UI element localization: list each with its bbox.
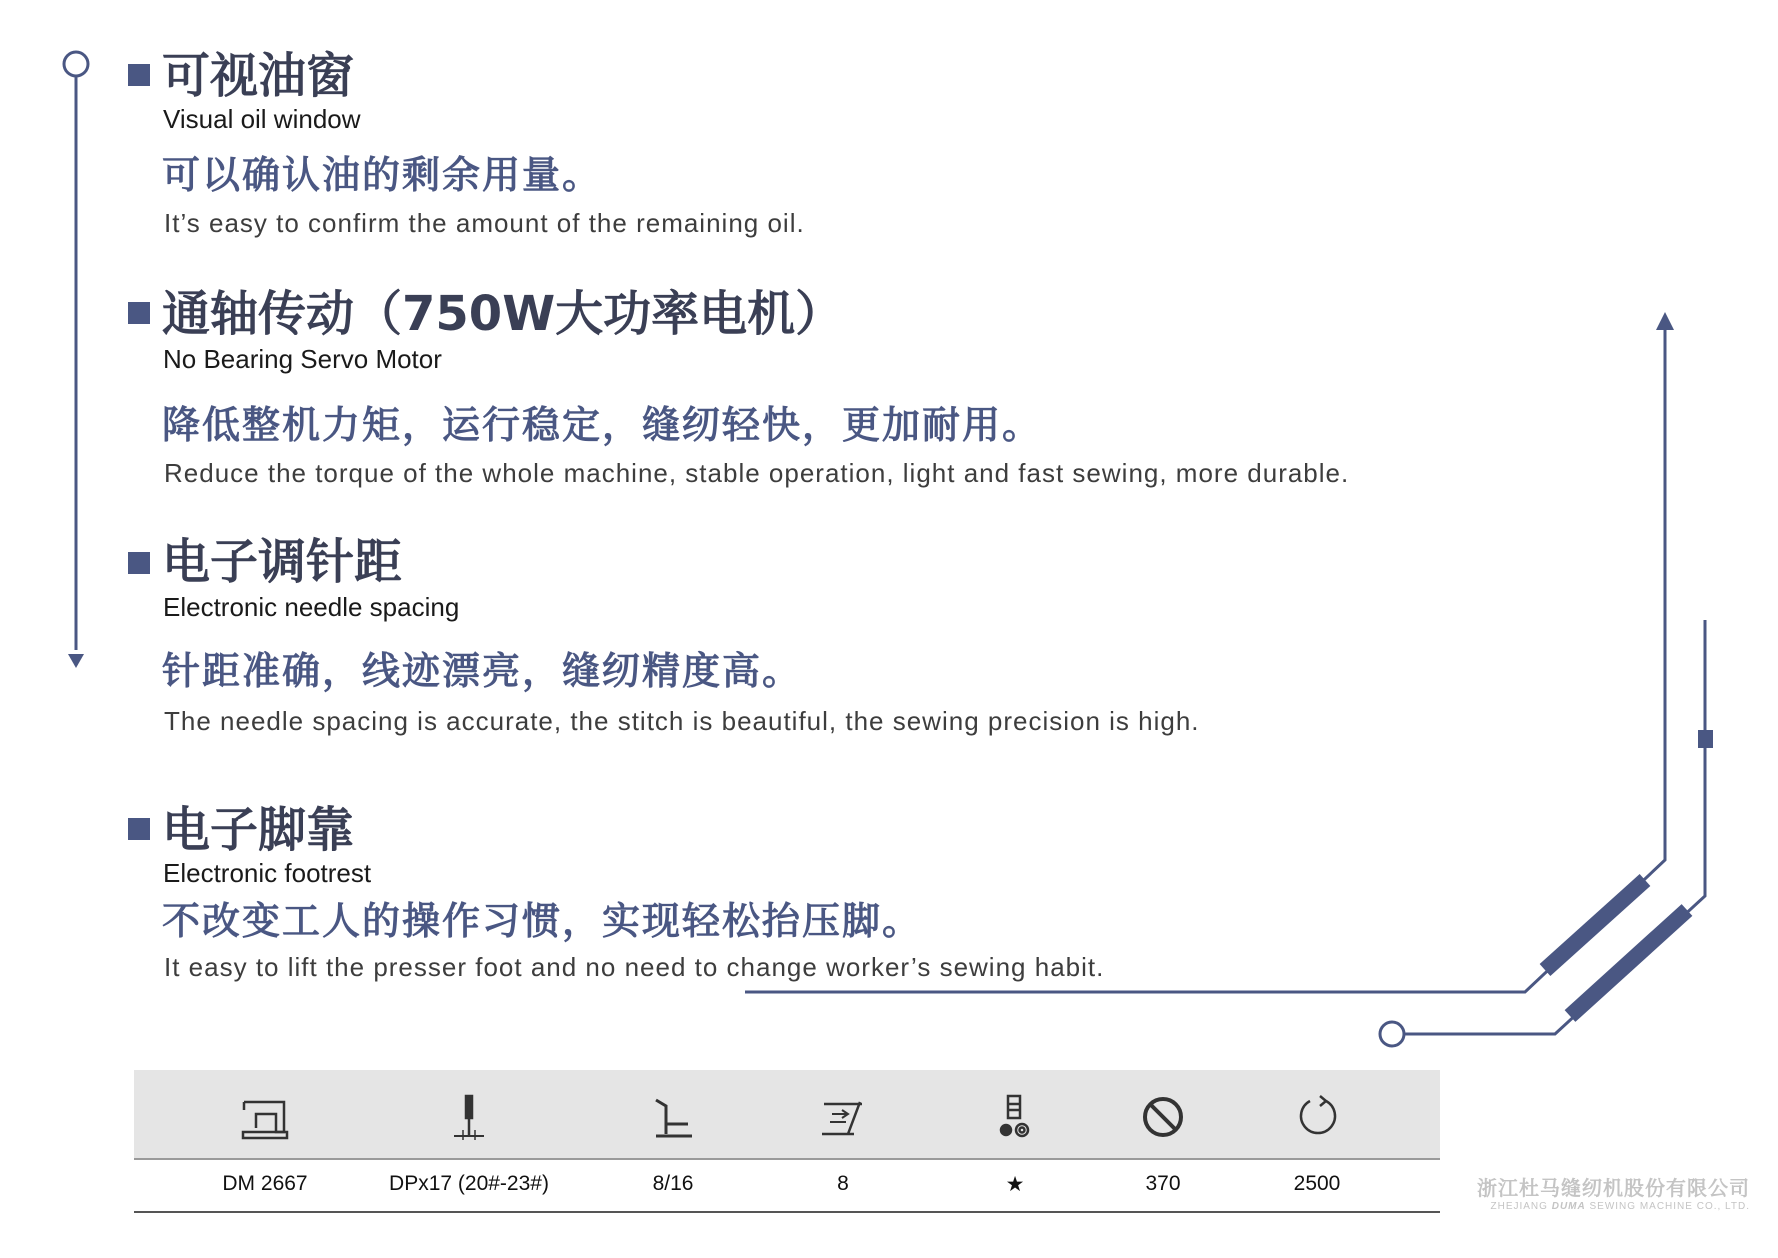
spec-needle: DPx17 (20#-23#) bbox=[389, 1172, 549, 1195]
feature-title: 电子脚靠 bbox=[162, 802, 355, 858]
feature-description-en: It easy to lift the presser foot and no need to change worker’s sewing habit. bbox=[164, 952, 1105, 982]
spec-lubrication: ★ bbox=[1005, 1173, 1025, 1196]
company-logo bbox=[1470, 1176, 1750, 1214]
diagonal-bar-decoration bbox=[1545, 880, 1645, 970]
company-name-en bbox=[1470, 1200, 1750, 1214]
company-name-en-brand: DUMA bbox=[1551, 1201, 1586, 1212]
feature-subtitle: No Bearing Servo Motor bbox=[163, 344, 442, 374]
feature-description-cn: 降低整机力矩，运行稳定，缝纫轻快，更加耐用。 bbox=[162, 403, 1043, 447]
company-name-cn: 浙江杜马缝纫机股份有限公司 bbox=[1477, 1176, 1750, 1200]
feature-subtitle: Electronic needle spacing bbox=[163, 592, 460, 622]
spec-presser-foot-lift: 8/16 bbox=[652, 1172, 694, 1195]
speed-icon bbox=[1292, 1092, 1342, 1142]
feature-description-en: It’s easy to confirm the amount of the remaining oil. bbox=[164, 208, 805, 238]
feature-description-cn: 不改变工人的操作习惯，实现轻松抬压脚。 bbox=[162, 899, 923, 943]
spec-motor-power: 370 bbox=[1145, 1172, 1181, 1195]
company-name-en-suffix: SEWING MACHINE CO., LTD. bbox=[1589, 1201, 1750, 1212]
feature-subtitle: Visual oil window bbox=[163, 104, 361, 134]
feature-subtitle: Electronic footrest bbox=[163, 858, 372, 888]
stitch-length-icon bbox=[818, 1092, 868, 1142]
square-bullet-icon bbox=[128, 552, 150, 574]
spec-divider bbox=[134, 1158, 1440, 1160]
down-arrow-icon bbox=[68, 654, 84, 668]
sewing-machine-icon bbox=[240, 1092, 290, 1142]
square-bullet-icon bbox=[128, 302, 150, 324]
presser-foot-lift-icon bbox=[648, 1092, 698, 1142]
up-arrow-icon bbox=[1656, 312, 1674, 330]
motor-power-icon bbox=[1138, 1092, 1188, 1142]
spec-icon-bar bbox=[134, 1070, 1440, 1158]
feature-description-cn: 可以确认油的剩余用量。 bbox=[162, 153, 603, 197]
square-marker-icon bbox=[1698, 730, 1713, 748]
spec-bottom-rule bbox=[134, 1211, 1440, 1213]
square-bullet-icon bbox=[128, 818, 150, 840]
spec-speed: 2500 bbox=[1293, 1172, 1341, 1195]
feature-description-cn: 针距准确，线迹漂亮，缝纫精度高。 bbox=[162, 649, 803, 693]
feature-title: 可视油窗 bbox=[162, 48, 355, 104]
diagonal-bar-decoration bbox=[1570, 910, 1687, 1016]
needle-icon bbox=[444, 1092, 494, 1142]
spec-stitch-length: 8 bbox=[837, 1172, 849, 1195]
lubrication-icon bbox=[990, 1092, 1040, 1142]
feature-description-en: Reduce the torque of the whole machine, stable operation, light and fast sewing, more durable. bbox=[164, 458, 1350, 488]
spec-model: DM 2667 bbox=[222, 1172, 308, 1195]
feature-title: 电子调针距 bbox=[162, 534, 403, 590]
company-name-en-prefix: ZHEJIANG bbox=[1490, 1201, 1548, 1212]
feature-title: 通轴传动（750W大功率电机） bbox=[162, 286, 844, 342]
feature-description-en: The needle spacing is accurate, the stitch is beautiful, the sewing precision is high. bbox=[164, 706, 1200, 736]
